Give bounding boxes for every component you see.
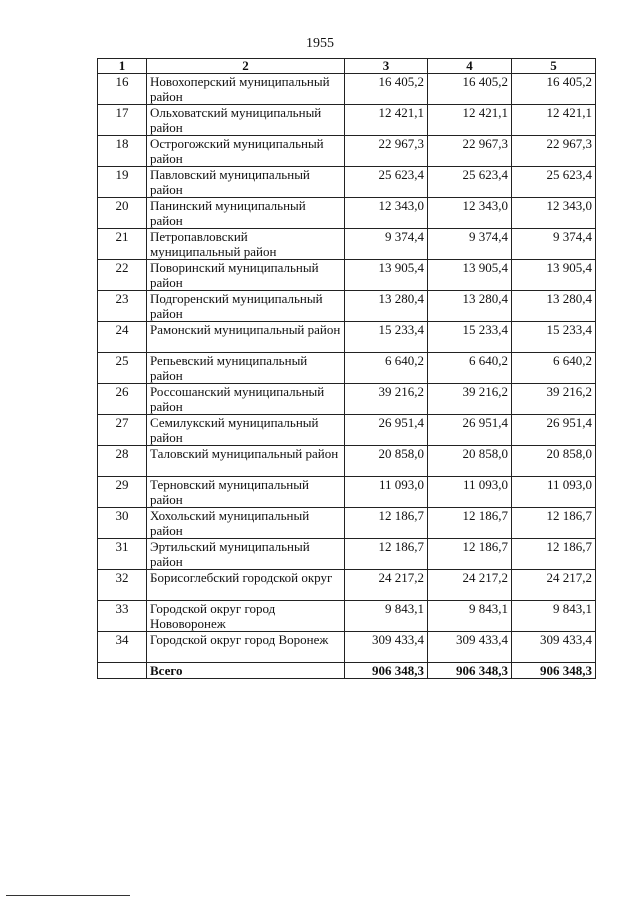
- value-cell: 20 858,0: [345, 446, 428, 477]
- value-cell: 20 858,0: [512, 446, 596, 477]
- table-row: [98, 229, 596, 260]
- row-number-cell: 31: [98, 539, 147, 570]
- table-row: [98, 353, 596, 384]
- municipality-name-cell: Хохольский муниципальный район: [147, 508, 345, 539]
- value-cell: 13 280,4: [512, 291, 596, 322]
- budget-table: [97, 58, 596, 679]
- value-cell: 11 093,0: [428, 477, 512, 508]
- footnote-separator: [6, 895, 130, 896]
- value-cell: 39 216,2: [512, 384, 596, 415]
- total-row: [98, 663, 596, 679]
- value-cell: 13 905,4: [512, 260, 596, 291]
- page-number: 1955: [306, 36, 334, 51]
- municipality-name-cell: Семилукский муниципальный район: [147, 415, 345, 446]
- municipality-name-cell: Панинский муниципальный район: [147, 198, 345, 229]
- value-cell: 9 374,4: [345, 229, 428, 260]
- value-cell: 6 640,2: [345, 353, 428, 384]
- value-cell: 6 640,2: [428, 353, 512, 384]
- total-value-cell: 906 348,3: [512, 663, 596, 679]
- municipality-name-cell: Рамонский муниципальный район: [147, 322, 345, 353]
- table-row: [98, 291, 596, 322]
- municipality-name-cell: Павловский муниципальный район: [147, 167, 345, 198]
- municipality-name-cell: Городской округ город Воронеж: [147, 632, 345, 663]
- table-row: [98, 322, 596, 353]
- value-cell: 24 217,2: [345, 570, 428, 601]
- value-cell: 20 858,0: [428, 446, 512, 477]
- municipality-name-cell: Россошанский муниципальный район: [147, 384, 345, 415]
- row-number-cell: 23: [98, 291, 147, 322]
- value-cell: 13 280,4: [345, 291, 428, 322]
- value-cell: 25 623,4: [512, 167, 596, 198]
- value-cell: 12 421,1: [345, 105, 428, 136]
- value-cell: 15 233,4: [512, 322, 596, 353]
- municipality-name-cell: Терновский муниципальный район: [147, 477, 345, 508]
- table-row: [98, 260, 596, 291]
- row-number-cell: 29: [98, 477, 147, 508]
- value-cell: 9 374,4: [512, 229, 596, 260]
- municipality-name-cell: Петропавловский муниципальный район: [147, 229, 345, 260]
- municipality-name-cell: Подгоренский муниципальный район: [147, 291, 345, 322]
- table-row: [98, 415, 596, 446]
- value-cell: 309 433,4: [345, 632, 428, 663]
- value-cell: 12 343,0: [512, 198, 596, 229]
- value-cell: 9 843,1: [428, 601, 512, 632]
- row-number-cell: 22: [98, 260, 147, 291]
- table-row: [98, 601, 596, 632]
- table-row: [98, 477, 596, 508]
- value-cell: 309 433,4: [512, 632, 596, 663]
- row-number-cell: 32: [98, 570, 147, 601]
- value-cell: 25 623,4: [345, 167, 428, 198]
- value-cell: 6 640,2: [512, 353, 596, 384]
- table-row: [98, 136, 596, 167]
- table-row: [98, 105, 596, 136]
- table-row: [98, 198, 596, 229]
- table-row: [98, 508, 596, 539]
- column-header: 2: [147, 59, 345, 74]
- row-number-cell: 17: [98, 105, 147, 136]
- value-cell: 12 421,1: [512, 105, 596, 136]
- row-number-cell: 30: [98, 508, 147, 539]
- value-cell: 9 374,4: [428, 229, 512, 260]
- municipality-name-cell: Ольховатский муниципальный район: [147, 105, 345, 136]
- value-cell: 22 967,3: [428, 136, 512, 167]
- row-number-cell: 24: [98, 322, 147, 353]
- municipality-name-cell: Городской округ город Нововоронеж: [147, 601, 345, 632]
- total-value-cell: 906 348,3: [428, 663, 512, 679]
- value-cell: 9 843,1: [345, 601, 428, 632]
- value-cell: 12 186,7: [345, 508, 428, 539]
- row-number-cell: 16: [98, 74, 147, 105]
- value-cell: 24 217,2: [512, 570, 596, 601]
- table-row: [98, 446, 596, 477]
- row-number-cell: 18: [98, 136, 147, 167]
- value-cell: 26 951,4: [428, 415, 512, 446]
- row-number-cell: 26: [98, 384, 147, 415]
- total-value-cell: 906 348,3: [345, 663, 428, 679]
- row-number-cell: 19: [98, 167, 147, 198]
- municipality-name-cell: Репьевский муниципальный район: [147, 353, 345, 384]
- municipality-name-cell: Таловский муниципальный район: [147, 446, 345, 477]
- table-row: [98, 384, 596, 415]
- value-cell: 11 093,0: [512, 477, 596, 508]
- value-cell: 24 217,2: [428, 570, 512, 601]
- municipality-name-cell: Борисоглебский городской округ: [147, 570, 345, 601]
- value-cell: 13 905,4: [345, 260, 428, 291]
- table-row: [98, 570, 596, 601]
- column-header: 5: [512, 59, 596, 74]
- column-header: 3: [345, 59, 428, 74]
- value-cell: 39 216,2: [345, 384, 428, 415]
- row-number-cell: 27: [98, 415, 147, 446]
- value-cell: 12 421,1: [428, 105, 512, 136]
- row-number-cell: 34: [98, 632, 147, 663]
- value-cell: 15 233,4: [428, 322, 512, 353]
- total-label: Всего: [147, 663, 345, 679]
- value-cell: 12 186,7: [428, 539, 512, 570]
- value-cell: 12 186,7: [512, 539, 596, 570]
- value-cell: 26 951,4: [345, 415, 428, 446]
- row-number-cell: 25: [98, 353, 147, 384]
- column-header: 1: [98, 59, 147, 74]
- row-number-cell: 33: [98, 601, 147, 632]
- municipality-name-cell: Новохоперский муниципальный район: [147, 74, 345, 105]
- row-number-cell: 28: [98, 446, 147, 477]
- value-cell: 12 186,7: [428, 508, 512, 539]
- table-row: [98, 167, 596, 198]
- value-cell: 12 343,0: [345, 198, 428, 229]
- value-cell: 11 093,0: [345, 477, 428, 508]
- value-cell: 26 951,4: [512, 415, 596, 446]
- value-cell: 39 216,2: [428, 384, 512, 415]
- value-cell: 15 233,4: [345, 322, 428, 353]
- column-header: 4: [428, 59, 512, 74]
- header-row: [98, 59, 596, 74]
- municipality-name-cell: Поворинский муниципальный район: [147, 260, 345, 291]
- table-row: [98, 74, 596, 105]
- row-number-cell: 21: [98, 229, 147, 260]
- value-cell: 309 433,4: [428, 632, 512, 663]
- value-cell: 25 623,4: [428, 167, 512, 198]
- value-cell: 22 967,3: [512, 136, 596, 167]
- value-cell: 13 905,4: [428, 260, 512, 291]
- value-cell: 16 405,2: [512, 74, 596, 105]
- value-cell: 12 343,0: [428, 198, 512, 229]
- table-row: [98, 632, 596, 663]
- table-row: [98, 539, 596, 570]
- value-cell: 12 186,7: [512, 508, 596, 539]
- value-cell: 12 186,7: [345, 539, 428, 570]
- value-cell: 9 843,1: [512, 601, 596, 632]
- total-number-cell: [98, 663, 147, 679]
- value-cell: 22 967,3: [345, 136, 428, 167]
- municipality-name-cell: Эртильский муниципальный район: [147, 539, 345, 570]
- value-cell: 16 405,2: [345, 74, 428, 105]
- municipality-name-cell: Острогожский муниципальный район: [147, 136, 345, 167]
- value-cell: 16 405,2: [428, 74, 512, 105]
- row-number-cell: 20: [98, 198, 147, 229]
- value-cell: 13 280,4: [428, 291, 512, 322]
